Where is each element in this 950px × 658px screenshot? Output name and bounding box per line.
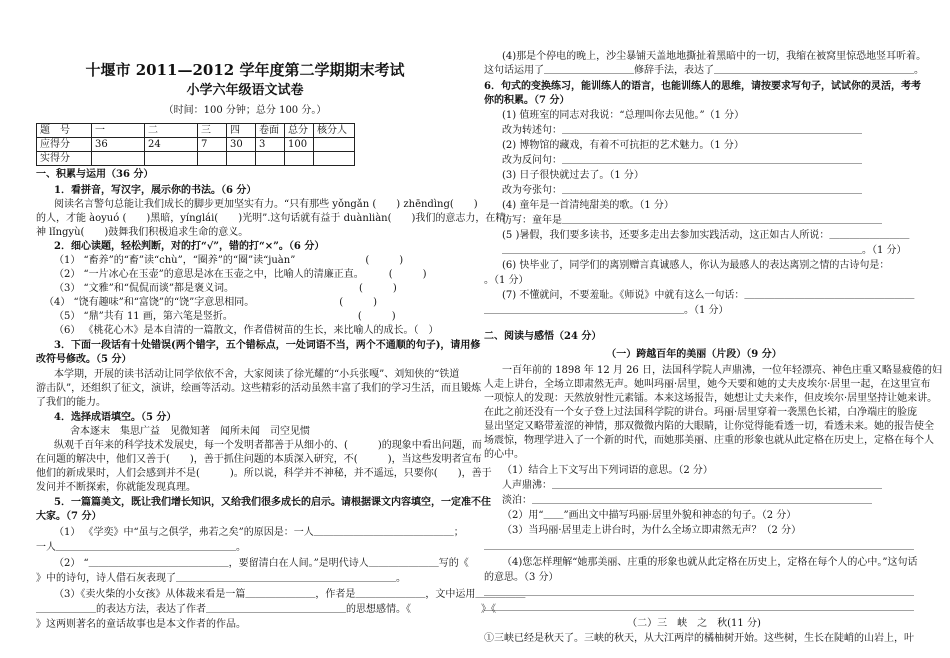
question-text: 在问题的解决中，他们又善于( )，善于抓住问题的本质深入研究，不( )，当这些发明者宣布 [36,454,482,465]
question-text: （1） “畜养”的“畜”读“chù”，“圈养”的“圈”读“juàn” ( ) [54,255,404,266]
question-text: 本学期，开展的读书活动让同学依依不舍，大家阅读了徐光耀的“小兵张嘎”、刘知侠的“铁道 [54,369,460,380]
passage-text: 在此之前还没有一个女子登上过法国科学院的讲台。玛丽·居里穿着一袭黑色长裙，白净端庄的脸庞 [484,407,918,418]
table-cell: 核分人 [314,124,355,138]
table-cell: 一 [92,124,145,138]
question-text: （2） “一片冰心在玉壶”的意思是冰在玉壶之中，比喻人的清廉正直。 ( ) [54,269,427,280]
question-text: (7) 不懂就问，不要羞耻。《师说》中就有这么一句话：＿＿＿＿＿＿＿＿＿＿＿＿＿＿＿＿＿ [502,290,915,301]
table-cell: 卷面 [256,124,285,138]
table-cell[interactable] [227,152,256,166]
question-text: （2）用“＿＿”画出文中描写玛丽·居里外貌和神态的句子。（2 分） [502,510,797,521]
question-text: 人声鼎沸：＿＿＿＿＿＿＿＿＿＿＿＿＿＿＿＿＿＿＿＿＿＿＿＿＿＿＿＿＿＿＿＿＿ [502,480,882,491]
table-cell[interactable] [314,152,355,166]
passage-text: 一项惊人的发现：天然放射性元素镭。本来这场报告，她想让丈夫来作，但皮埃尔·居里坚持让她来讲。 [484,393,938,404]
question-text: 发问并不断探索，你就能发现真理。 [36,482,196,493]
table-cell: 三 [198,124,227,138]
idiom-word-bank: 舍本逐末 集思广益 见微知著 闻所未闻 司空见惯 [70,426,310,437]
question-text: （3）《卖火柴的小女孩》从体裁来看是一篇＿＿＿＿＿＿＿，作者是＿＿＿＿＿＿＿，文中运用＿＿＿＿＿ [54,589,526,600]
question-text: ＿＿＿＿＿＿的表达方法，表达了作者＿＿＿＿＿＿＿＿＿＿＿＿＿＿的思想感情。《 》《 [36,604,496,615]
question-text: 。（1 分） [484,275,529,286]
table-cell[interactable] [145,152,198,166]
passage-text: 一百年前的 1898 年 12 月 26 日，法国科学院人声鼎沸，一位年轻漂亮、神色庄重又略显疲倦的妇 [502,365,942,376]
question-text: (4) 童年是一首清纯甜美的歌。（1 分） [502,200,674,211]
question-text: 的人，才能 àoyuó ( )黑暗，yínglái( )光明”.这句话就有益于 duànliàn( )我们的意志力，在精 [36,213,506,224]
question-text: ＿＿＿＿＿＿＿＿＿＿＿＿＿＿＿＿＿＿＿＿＿＿＿＿＿＿＿＿＿＿＿＿＿＿＿＿。（1 分） [502,245,907,256]
question-text: （2） “＿＿＿＿＿＿＿＿＿＿＿＿＿＿，要留清白在人间。”是明代诗人＿＿＿＿＿＿＿写的《 [54,558,469,569]
exam-subtitle: 小学六年级语文试卷 [186,83,304,98]
question-text: (2) 博物馆的藏戏，有着不可抗拒的艺术魅力。（1 分） [502,140,744,151]
question-text: (6) 快毕业了，同学们的离别赠言真诚感人，你认为最感人的表达离别之情的古诗句是： [502,260,890,271]
table-cell: 3 [256,138,285,152]
question-text: 阅读名言警句总能让我们成长的脚步更加坚实有力。“只有那些 yǒngǎn ( ) zhēndìng( ) [54,199,478,210]
time-note: （时间：100 分钟；总分 100 分。） [163,105,327,116]
question-6-heading-cont: 你的积累。（7 分） [484,95,570,106]
table-cell: 应得分 [37,138,92,152]
question-text: 纵观千百年来的科学技术发展史，每一个发明者都善于从细小的、( )的现象中看出问题，而 [54,440,482,451]
table-cell: 实得分 [37,152,92,166]
question-text: 的意思。（3 分） [484,572,559,583]
question-text: （4)您怎样理解“她那美丽、庄重的形象也就从此定格在历史上，定格在每个人的心中。”这句话 [502,557,918,568]
question-text: 了我们的能力。 [36,397,106,408]
question-3-heading-cont: 改符号修改。（5 分） [36,354,132,365]
question-text: （6） 《桃花心木》是本自清的一篇散文，作者借树苗的生长，来比喻人的成长。（ ） [54,325,439,336]
answer-line: ＿＿＿＿＿＿＿＿＿＿＿＿＿＿＿＿＿＿＿＿＿＿＿＿＿＿＿＿＿＿＿＿＿＿＿＿＿＿＿＿＿＿＿ [484,587,914,598]
question-3-heading: 3．下面一段话有十处错误(两个错字，五个错标点，一处词语不当，两个不通顺的句子)，请用修 [54,340,481,351]
question-text: ＿＿＿＿＿＿＿＿＿＿＿＿＿＿＿＿＿＿＿＿。（1 分） [484,305,729,316]
question-text: 》这两则著名的童话故事也是本文作者的作品。 [36,619,246,630]
question-text: (4)那是个停电的晚上，沙尘暴铺天盖地地撕扯着黑暗中的一切，我缩在被窝里惊恐地竖耳听着。 [502,51,927,62]
table-row [37,138,355,152]
question-2-heading: 2．细心读题，轻松判断，对的打“√”，错的打“×”。（6 分） [54,241,325,252]
passage-2-title: （二）三 峡 之 秋(11 分) [627,618,761,629]
answer-line: ＿＿＿＿＿＿＿＿＿＿＿＿＿＿＿＿＿＿＿＿＿＿＿＿＿＿＿＿＿＿＿＿＿＿＿＿＿＿＿＿＿＿＿ [484,541,914,552]
table-cell: 题 号 [37,124,92,138]
question-text: 改为转述句：＿＿＿＿＿＿＿＿＿＿＿＿＿＿＿＿＿＿＿＿＿＿＿＿＿＿＿＿＿＿ [502,125,862,136]
question-1-heading: 1．看拼音，写汉字，展示你的书法。（6 分） [54,185,257,196]
table-cell: 四 [227,124,256,138]
passage-text: 场震惊，物理学进入了一个新的时代，而她那美丽、庄重的形象也就从此定格在历史上，定格在每个人 [484,435,934,446]
table-cell[interactable] [92,152,145,166]
question-text: （1）结合上下文写出下列词语的意思。（2 分） [502,465,713,476]
question-text: 》中的诗句，诗人借石灰表现了＿＿＿＿＿＿＿＿＿＿＿＿＿＿＿＿＿＿＿＿＿＿。 [36,573,406,584]
question-text: （4） “饶有趣味”和“富饶”的“饶”字意思相同。 ( ) [44,297,378,308]
question-text: 一人＿＿＿＿＿＿＿＿＿＿＿＿＿＿＿＿＿＿。 [36,542,246,553]
question-text: 这句话运用了＿＿＿＿＿＿＿＿＿修辞手法，表达了＿＿＿＿＿＿＿＿＿＿＿＿＿＿＿＿＿＿＿＿。 [484,65,924,76]
question-text: (5 )暑假，我们要多读书，还要多走出去参加实践活动，这正如古人所说：＿＿＿＿＿＿＿＿ [502,230,910,241]
table-cell: 100 [285,138,314,152]
passage-text: 显出坚定又略带羞涩的神情，那双微微内陷的大眼睛，让你觉得能看透一切，看透未来。她的报告使全 [484,421,934,432]
passage-1-title: （一）跨越百年的美丽（片段）（9 分） [606,349,782,360]
passage-text: 的心中。 [484,449,524,460]
question-text: (1) 值班室的同志对我说：“总理叫你去见他。”（1 分） [502,110,745,121]
table-cell: 总分 [285,124,314,138]
passage-text: ①三峡已经是秋天了。三峡的秋天，从大江两岸的橘柚树开始。这些树，生长在陡峭的山岩上，叶 [484,633,914,644]
table-cell: 7 [198,138,227,152]
question-text: 改为反问句：＿＿＿＿＿＿＿＿＿＿＿＿＿＿＿＿＿＿＿＿＿＿＿＿＿＿＿＿＿＿ [502,155,862,166]
section-2-heading: 二、阅读与感悟（24 分） [484,331,602,342]
exam-title: 十堰市 2011—2012 学年度第二学期期末考试 [85,61,405,79]
question-4-heading: 4．选择成语填空。（5 分） [54,412,177,423]
score-table [36,123,355,166]
question-5-heading: 5．一篇篇美文，既让我们增长知识，又给我们很多成长的启示。请根据课文内容填空，一定准不住 [54,497,491,508]
table-cell[interactable] [256,152,285,166]
table-cell: 二 [145,124,198,138]
answer-line: ＿＿＿＿＿＿＿＿＿＿＿＿＿＿＿＿＿＿＿＿＿＿＿＿＿＿＿＿＿＿＿＿＿＿＿＿＿＿＿＿＿＿＿ [484,602,914,613]
question-text: （3）当玛丽·居里走上讲台时，为什么全场立即肃然无声？（2 分） [502,525,802,536]
question-text: 他们的新成果时，人们会感到并不是( )。所以说，科学并不神秘，并不遥远，只要你( )，善于 [36,468,492,479]
question-text: 游击队”，还组织了征文，演讲，绘画等活动。这些精彩的活动虽然丰富了我们的学习生活，而且锻炼 [36,383,482,394]
table-row [37,152,355,166]
question-text: 仿写：童年是＿＿＿＿＿＿＿＿＿＿＿＿＿＿＿＿＿＿＿＿＿＿＿＿＿＿＿＿＿＿＿＿ [502,215,882,226]
table-row [37,124,355,138]
section-1-heading: 一、积累与运用（36 分） [36,169,154,180]
question-text: 改为夸张句：＿＿＿＿＿＿＿＿＿＿＿＿＿＿＿＿＿＿＿＿＿＿＿＿＿＿＿＿＿＿ [502,185,862,196]
question-text: （5） “鼎”共有 11 画，第六笔是竖折。 ( ) [54,311,396,322]
table-cell: 36 [92,138,145,152]
question-text: （1） 《学奕》中“虽与之俱学，弗若之矣”的原因是：一人＿＿＿＿＿＿＿＿＿＿＿＿＿＿； [54,527,464,538]
table-cell[interactable] [198,152,227,166]
question-text: (3) 日子很快就过去了。（1 分） [502,170,644,181]
table-cell: 30 [227,138,256,152]
question-5-heading-cont: 大家。（7 分） [36,511,102,522]
question-text: 神 lǐngyù( )鼓舞我们积极追求生命的意义。 [36,227,249,238]
table-cell[interactable] [285,152,314,166]
question-text: （3） “文雅”和“侃侃而谈”都是褒义词。 ( ) [54,283,397,294]
table-cell: 24 [145,138,198,152]
question-6-heading: 6．句式的变换练习，能训练人的语言，也能训练人的思维，请按要求写句子，试试你的灵活，考考 [484,81,921,92]
table-cell [314,138,355,152]
passage-text: 人走上讲台，全场立即肃然无声。她叫玛丽·居里，她今天要和她的丈夫皮埃尔·居里一起，在这里宣布 [484,379,931,390]
question-text: 淡泊：＿＿＿＿＿＿＿＿＿＿＿＿＿＿＿＿＿＿＿＿＿＿＿＿＿＿＿＿＿＿＿＿＿＿ [502,495,872,506]
